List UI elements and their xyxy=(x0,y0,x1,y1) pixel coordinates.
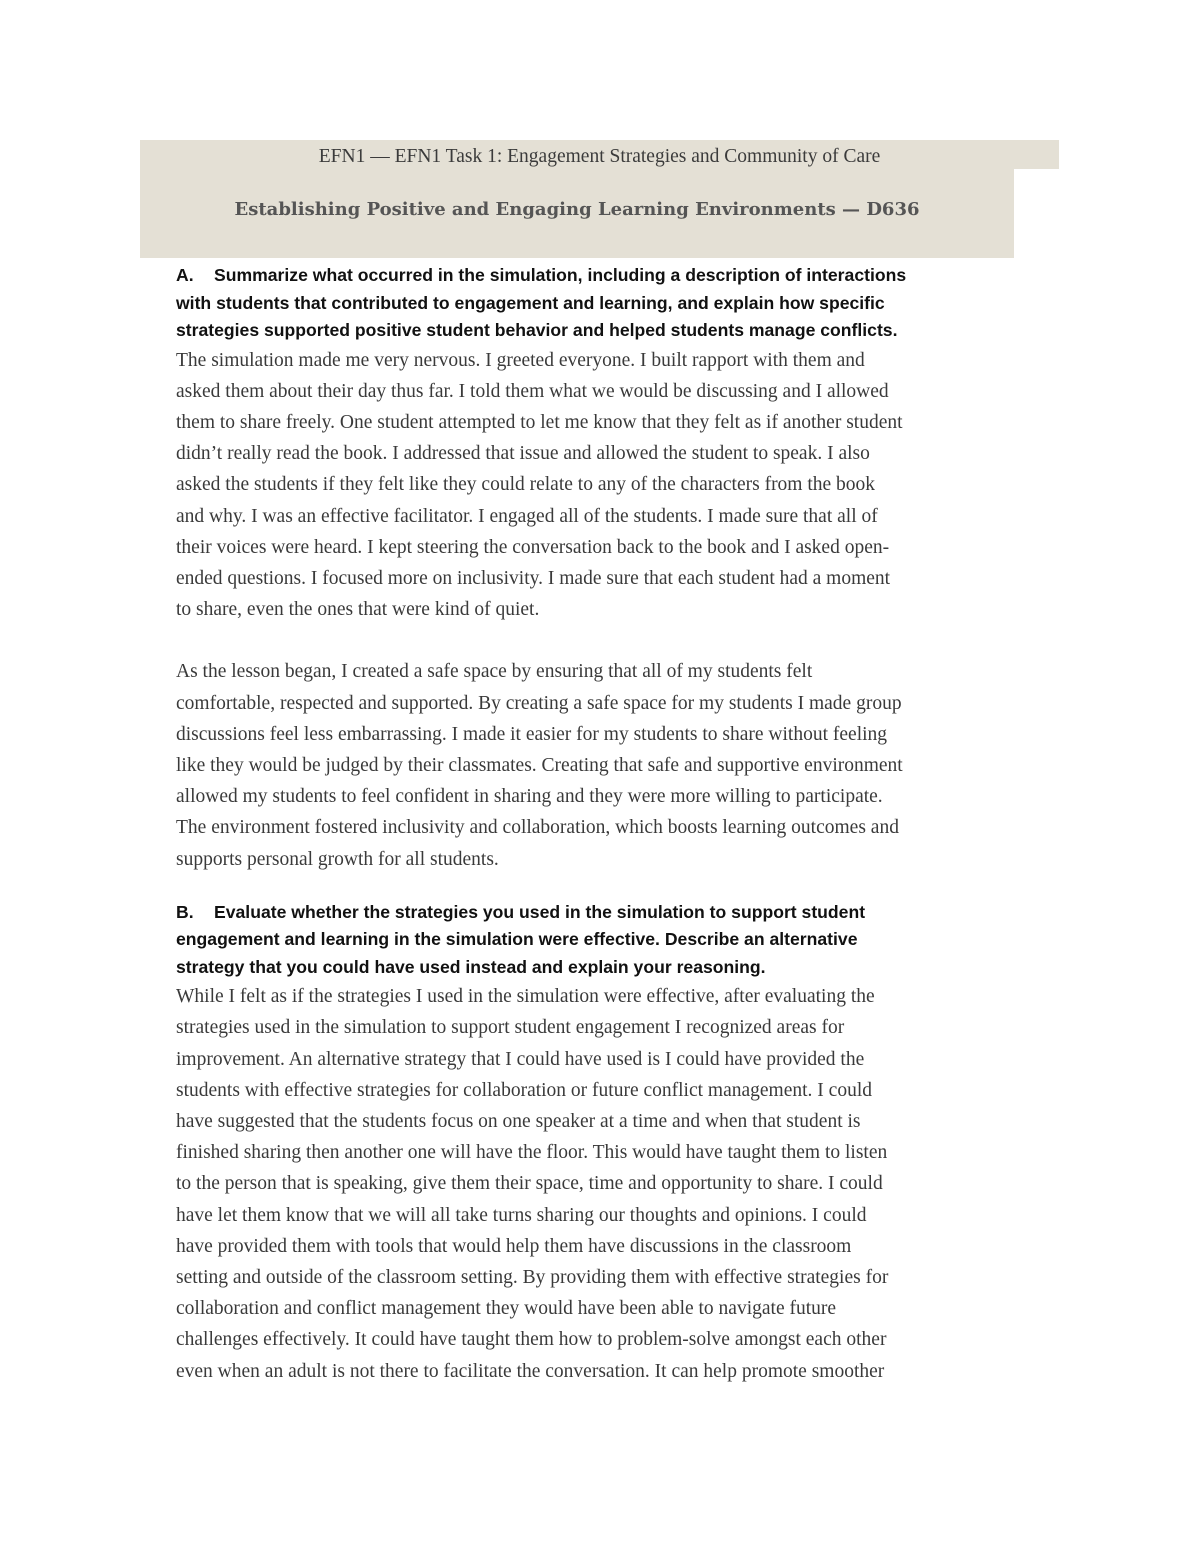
text-line: like they would be judged by their classmates. Creating that safe and supportive environment xyxy=(176,754,903,776)
document-subtitle: Establishing Positive and Engaging Learning Environments — D636 xyxy=(234,199,920,220)
text-line: asked the students if they felt like they could relate to any of the characters from the book xyxy=(176,474,876,496)
section-a-paragraph-2 xyxy=(176,656,1066,874)
text-line: allowed my students to feel confident in sharing and they were more willing to participate. xyxy=(176,786,883,808)
text-line: and why. I was an effective facilitator. I engaged all of the students. I made sure that all of xyxy=(176,505,878,527)
text-line: As the lesson began, I created a safe space by ensuring that all of my students felt xyxy=(176,661,813,683)
text-line: asked them about their day thus far. I told them what we would be discussing and I allowed xyxy=(176,380,889,402)
question-line: with students that contributed to engagement and learning, and explain how specific xyxy=(176,292,885,313)
question-line: engagement and learning in the simulation were effective. Describe an alternative xyxy=(176,929,858,950)
text-line: discussions feel less embarrassing. I made it easier for my students to share without feeling xyxy=(176,723,888,745)
text-line: The environment fostered inclusivity and collaboration, which boosts learning outcomes and xyxy=(176,817,899,839)
section-b-letter: B. xyxy=(176,901,194,922)
text-line: students with effective strategies for collaboration or future conflict management. I could xyxy=(176,1079,872,1101)
section-b-question xyxy=(176,899,1066,982)
text-line: strategies used in the simulation to support student engagement I recognized areas for xyxy=(176,1017,845,1039)
text-line: their voices were heard. I kept steering the conversation back to the book and I asked open- xyxy=(176,536,890,558)
question-line: strategy that you could have used instead and explain your reasoning. xyxy=(176,956,766,977)
text-line: didn’t really read the book. I addressed that issue and allowed the student to speak. I also xyxy=(176,443,870,465)
text-line: ended questions. I focused more on inclusivity. I made sure that each student had a moment xyxy=(176,567,891,589)
text-line: to the person that is speaking, give them their space, time and opportunity to share. I could xyxy=(176,1173,883,1195)
section-a-paragraph-1 xyxy=(176,345,1066,626)
text-line: improvement. An alternative strategy that I could have used is I could have provided the xyxy=(176,1048,865,1070)
text-line: setting and outside of the classroom setting. By providing them with effective strategies for xyxy=(176,1267,889,1289)
text-line: have let them know that we will all take turns sharing our thoughts and opinions. I could xyxy=(176,1204,867,1226)
text-line: have provided them with tools that would help them have discussions in the classroom xyxy=(176,1235,852,1257)
section-a-letter: A. xyxy=(176,265,194,285)
section-gap xyxy=(176,875,1066,899)
text-line: even when an adult is not there to facilitate the conversation. It can help promote smoother xyxy=(176,1360,885,1382)
text-line: them to share freely. One student attempted to let me know that they felt as if another student xyxy=(176,411,903,433)
text-line: The simulation made me very nervous. I greeted everyone. I built rapport with them and xyxy=(176,349,865,371)
text-line: challenges effectively. It could have taught them how to problem-solve amongst each other xyxy=(176,1329,887,1351)
question-line: A. Summarize what occurred in the simulation, including a description of interactions xyxy=(176,262,1066,290)
text-line: to share, even the ones that were kind of quiet. xyxy=(176,599,540,621)
section-a-question xyxy=(176,262,1066,345)
document-title: EFN1 — EFN1 Task 1: Engagement Strategies and Community of Care xyxy=(318,146,881,167)
paragraph-gap xyxy=(176,625,1066,656)
text-line: have suggested that the students focus on one speaker at a time and when that student is xyxy=(176,1111,861,1133)
question-line: B. Evaluate whether the strategies you used in the simulation to support student xyxy=(176,899,1066,927)
text-line: finished sharing then another one will have the floor. This would have taught them to listen xyxy=(176,1142,888,1164)
document-body xyxy=(176,262,1066,1387)
text-line: collaboration and conflict management they would have been able to navigate future xyxy=(176,1298,837,1320)
text-line: While I felt as if the strategies I used in the simulation were effective, after evaluating the xyxy=(176,986,875,1008)
question-line: strategies supported positive student behavior and helped students manage conflicts. xyxy=(176,320,898,340)
text-line: supports personal growth for all students. xyxy=(176,848,499,870)
text-line: comfortable, respected and supported. By creating a safe space for my students I made group xyxy=(176,692,902,714)
section-b-paragraph-1 xyxy=(176,981,1066,1387)
